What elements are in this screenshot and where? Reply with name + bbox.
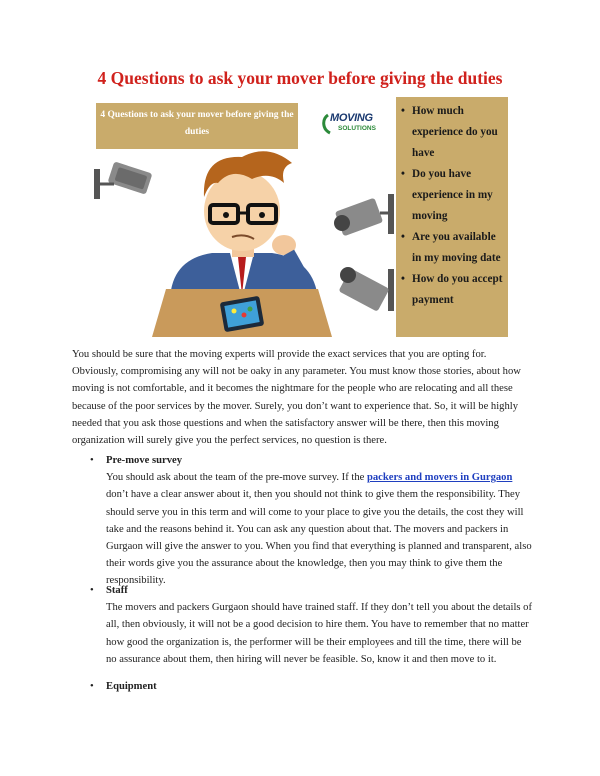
banner-illustration-panel (92, 97, 394, 337)
logo-line1: MOVING (330, 112, 373, 124)
banner-question: • Are you available in my moving date (398, 227, 506, 269)
banner-question-list (398, 101, 506, 311)
banner-question: • Do you have experience in my moving (398, 164, 506, 227)
section-heading: Pre-move survey (106, 455, 182, 466)
bullet: • (90, 455, 94, 466)
banner-questions-panel (396, 97, 508, 337)
banner-heading: 4 Questions to ask your mover before giving the duties (96, 103, 298, 149)
section-text (106, 469, 532, 589)
list-item-content (106, 452, 532, 590)
cctv-camera-icon (94, 161, 152, 199)
section-heading: Equipment (106, 681, 157, 692)
logo-line2: SOLUTIONS (338, 125, 376, 132)
section-heading: Staff (106, 585, 128, 596)
packers-movers-gurgaon-link[interactable]: packers and movers in Gurgaon (366, 472, 513, 484)
banner-question: • How much experience do you have (398, 101, 506, 164)
list-item-content (106, 678, 532, 695)
intro-paragraph: You should be sure that the moving experts will provide the exact services that you are opting for. Obviously, compromising any will not be oaky in any parameter. You must know those stories, about how moving is not comfortable, and it becomes the nightmare for the people who are relocating and all these because of the poor services by the mover. Surely, you don’t want to experience that. So, it will be highly needed that you ask those questions and when the satisfactory answer will be there, then this moving organization will surely give you the perfect services, no question is there. (72, 349, 521, 447)
bullet: • (90, 681, 94, 692)
list-item-content (106, 582, 532, 668)
cctv-camera-icon (338, 267, 394, 312)
page-title: 4 Questions to ask your mover before giving the duties (97, 68, 503, 88)
cctv-camera-icon (334, 194, 394, 236)
section-text-before: You should ask about the team of the pre-move survey. If the (106, 472, 367, 484)
bullet: • (90, 585, 94, 596)
section-text-after: don’t have a clear answer about it, then you should not think to give them the responsibility. They should serve you in this term and will come to your place to give you the details, the cost they will take and the reasons behind it. You can ask any question about that. The movers and packers in Gurgaon will give the answer to you. When you find that everything is planned and transparent, also their words give you the assurance about the knowledge, then you may think to give them the responsibility. (106, 489, 532, 587)
section-text: The movers and packers Gurgaon should have trained staff. If they don’t tell you about the details of all, then obviously, it will not be a good decision to hire them. You have to remember that no matter how good the organization is, the performer will be their employees and till the time, there will be no assurance about them, then hiring will never be feasible. So, know it and then move to it. (106, 602, 532, 665)
banner-image (92, 97, 508, 337)
banner-question: • How do you accept payment (398, 269, 506, 311)
moving-solutions-logo (320, 111, 390, 137)
worried-man-illustration (92, 149, 394, 337)
